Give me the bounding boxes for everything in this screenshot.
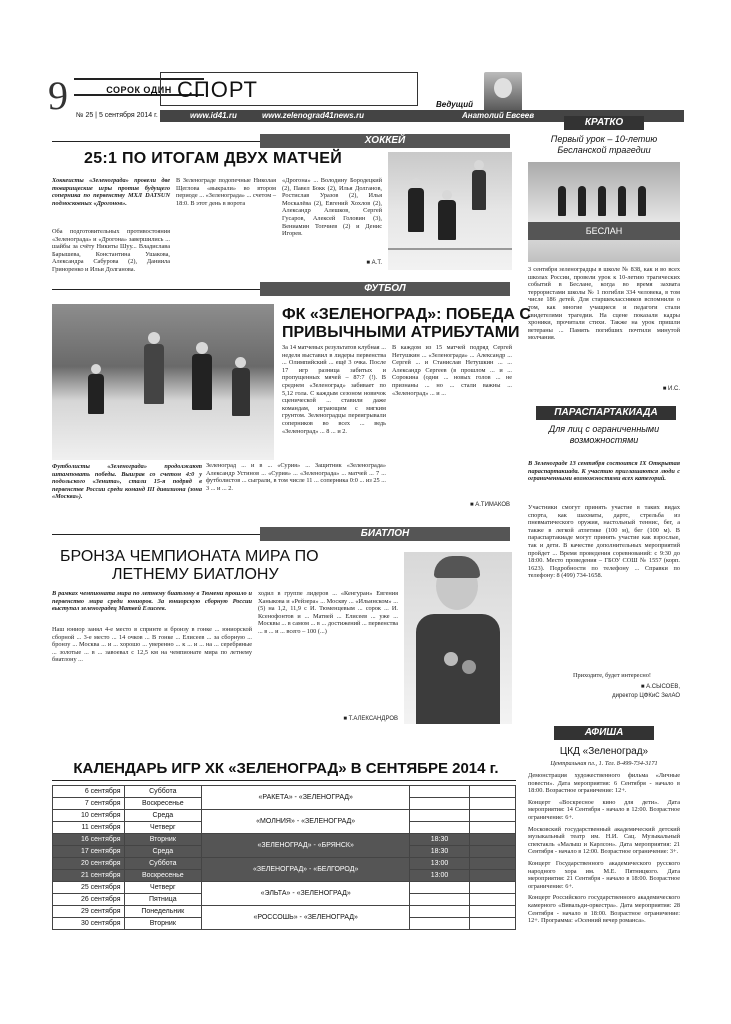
hockey-banner: ХОККЕЙ <box>260 134 510 148</box>
hockey-credit: ■ А.Т. <box>366 260 382 266</box>
kratko-body: 3 сентября зеленоградцы в школе № 838, как и во всех школах России, провели урок к 10-летию трагических событий в Беслане, когда во время захвата террористами школы № 1 погибли 334 человека, в том числе 186 детей. Для старшеклассников вспомнили о том, как многие учащиеся и педагоги стали свидетелями трагедии. На сцене показали кадры хроники, прочитали стихи. Также на урок пришли ветераны ... Память погибших почтили минутой молчания. <box>528 266 680 342</box>
calendar-time <box>410 810 469 822</box>
section-title: СПОРТ <box>177 77 258 102</box>
spartakiada-closing: Приходите, будет интересно! <box>572 672 652 679</box>
calendar-match: «РОССОШЬ» - «ЗЕЛЕНОГРАД» <box>202 906 410 930</box>
calendar-time <box>410 894 469 906</box>
hockey-rule <box>52 141 260 142</box>
football-title-2: ПРИВЫЧНЫМИ АТРИБУТАМИ <box>282 324 520 341</box>
calendar-row <box>53 810 516 822</box>
hockey-lead: Хоккеисты «Зеленограда» провели две товарищеские игры против будущего соперника по первенству МХЛ DATSUN подмосковных «Дрогонов». <box>52 177 170 207</box>
football-banner: ФУТБОЛ <box>260 282 510 296</box>
calendar-date: 25 сентября <box>53 882 125 894</box>
calendar-date: 29 сентября <box>53 906 125 918</box>
hockey-col3: «Дрогона» ... Володину Бородецкий (2), Павел Бокк (2), Илья Долганов, Ростислав Уразов (2), Илья Москалёва (2), Евгений Хохлов (2), Александр Алешков, Сергей Гусаров, Алексей Головин (3), Вениамин Топчиев (2) и Денис Игорев. <box>282 177 382 238</box>
football-col3: В каждом из 15 матчей подряд Сергей Нетушкин ... «Зеленограда» ... Александр ... Сергей ... и Станислав Нетушкин ... ... Александр Сергеев (в прошлом ... и ... Сорокина (одни ... новых голов ... не признаны ... но ... стали важны ... «Зеленоград» ... и ... <box>392 344 512 397</box>
football-caption: Футболисты «Зеленограда» продолжают штамповать победы. Выиграв со счетом 4:0 у подольского «Зенита», стали 15-я подряд в первенстве России среди команд III дивизиона (зона «Москва»). <box>52 463 202 501</box>
afisha-item: Демонстрация художественного фильма «Личные повести». Дата мероприятия: 6 Сентября - начало в 18:00. Возрастное ограничение: 12+. <box>528 772 680 795</box>
football-credit: ■ А.ТИМАКОВ <box>469 502 510 508</box>
calendar-date: 7 сентября <box>53 798 125 810</box>
biathlon-photo <box>404 552 512 724</box>
calendar-time <box>410 906 469 918</box>
biathlon-credit: ■ Т.АЛЕКСАНДРОВ <box>343 716 398 722</box>
calendar-rule <box>52 780 516 781</box>
afisha-venue: ЦКД «Зеленоград» <box>559 746 649 757</box>
calendar-row <box>53 786 516 798</box>
hockey-col2: В Зеленограде подопечные Николая Щеглова «выкрали» во втором периоде ... «Зеленограда» ... счетом – 18:0. В этот день в ворота <box>176 177 276 207</box>
calendar-day: Среда <box>124 846 202 858</box>
calendar-empty-cell <box>469 858 515 870</box>
calendar-day: Воскресенье <box>124 798 202 810</box>
calendar-empty-cell <box>469 846 515 858</box>
calendar-day: Вторник <box>124 834 202 846</box>
spartakiada-title: Для лиц с ограниченными возможностями <box>548 424 660 445</box>
calendar-empty-cell <box>469 918 515 930</box>
afisha-item: Концерт «Воскресное кино для дети». Дата мероприятия: 14 Сентября - начало в 12:00. Возрастное ограничение: 6+. <box>528 798 680 821</box>
spartakiada-credit-name: ■ А.СЫСОЕВ, <box>640 684 680 690</box>
spartakiada-credit-role: директор ЦФКиС ЗелАО <box>612 693 680 699</box>
calendar-empty-cell <box>469 810 515 822</box>
calendar-match: «ЭЛЬТА» - «ЗЕЛЕНОГРАД» <box>202 882 410 906</box>
calendar-match: «ЗЕЛЕНОГРАД» - «БЕЛГОРОД» <box>202 858 410 882</box>
kratko-credit: ■ И.С. <box>662 386 680 392</box>
logo-text: СОРОК ОДИН <box>106 85 172 95</box>
biathlon-rule <box>52 534 260 535</box>
afisha-list <box>528 772 680 929</box>
afisha-address: Центральная пл., 1. Тел. 8-499-734-3171 <box>550 760 658 767</box>
site-link-2[interactable]: www.zelenograd41news.ru <box>262 111 364 120</box>
calendar-time <box>410 918 469 930</box>
calendar-day: Суббота <box>124 858 202 870</box>
afisha-item: Концерт Государственного академического русского народного хора им. М.Е. Пятницкого. Дата мероприятия: 21 Сентября - начало в 18:00. Возрастное ограничение: 6+. <box>528 859 680 890</box>
host-label: Ведущий <box>436 100 473 109</box>
right-column <box>524 112 684 962</box>
calendar-date: 11 сентября <box>53 822 125 834</box>
issue-date: № 25 | 5 сентября 2014 г. <box>76 112 158 119</box>
calendar-day: Пятница <box>124 894 202 906</box>
calendar-day: Четверг <box>124 822 202 834</box>
calendar-match: «РАКЕТА» - «ЗЕЛЕНОГРАД» <box>202 786 410 810</box>
calendar-row <box>53 882 516 894</box>
host-name: Анатолий Евсеев <box>462 111 535 120</box>
biathlon-col1: Наш юниор занял 4-е место в спринте и бронзу в гонке ... юниорской сборной ... 3-е место ... 14 очков ... В гонке ... Елисеев ... за сборную ... бронзу ... Москва ... и ... хорошо ... уверенно ... к ... и ... на ... серебряные ... золотые ... в ... завоевал с 12,5 км на чемпионате мира по летнему биатлону ... <box>52 626 252 664</box>
host-avatar <box>484 72 522 112</box>
calendar-time <box>410 822 469 834</box>
hockey-title: 25:1 ПО ИТОГАМ ДВУХ МАТЧЕЙ <box>84 150 343 167</box>
calendar-empty-cell <box>469 870 515 882</box>
section-box <box>160 72 418 106</box>
football-title-1: ФК «ЗЕЛЕНОГРАД»: ПОБЕДА С <box>282 306 531 323</box>
calendar-empty-cell <box>469 798 515 810</box>
page-number: 9 <box>48 73 68 118</box>
calendar-empty-cell <box>469 786 515 798</box>
kratko-banner: КРАТКО <box>564 116 644 130</box>
afisha-item: Концерт Российского государственного академического камерного «Вивальди-оркестра». Дата мероприятия: 28 Сентября - начало в 18:00. Возрастное ограничение: 12+. Программа: «Осенний вечер романса». <box>528 894 680 925</box>
calendar-time: 18:30 <box>410 834 469 846</box>
biathlon-lead: В рамках чемпионата мира по летнему биатлону в Тюмени прошло и первенство мира среди юниоров. За юниорскую сборную России выступал зеленоградец Матвей Елисеев. <box>52 590 252 613</box>
calendar-title: КАЛЕНДАРЬ ИГР ХК «ЗЕЛЕНОГРАД» В СЕНТЯБРЕ 2014 г. <box>73 760 499 777</box>
calendar-row <box>53 834 516 846</box>
calendar-date: 20 сентября <box>53 858 125 870</box>
kratko-photo <box>528 162 680 262</box>
calendar-date: 16 сентября <box>53 834 125 846</box>
spartakiada-lead: В Зеленограде 13 сентября состоится IX Открытая параспартакиада. К участию приглашаются люди с ограниченными возможностями всех категорий. <box>528 460 680 483</box>
kratko-title: Первый урок – 10-летию Бесланской трагедии <box>550 134 658 155</box>
calendar-day: Среда <box>124 810 202 822</box>
calendar-date: 6 сентября <box>53 786 125 798</box>
calendar-match: «ЗЕЛЕНОГРАД» - «БРЯНСК» <box>202 834 410 858</box>
calendar-date: 30 сентября <box>53 918 125 930</box>
calendar-time: 13:00 <box>410 858 469 870</box>
football-col2: Зеленоград ... и в ... «Сурия» ... Защитник «Зеленограда» Александр Устинов ... «Сурия» ... «Зеленограда» ... матчей ... 7 ... футболистов ... сыграли, в том числе 11 ... соперника 0:0 ... из 25 ... 3 ... и ... 2. <box>206 462 386 492</box>
calendar-day: Четверг <box>124 882 202 894</box>
site-link-1[interactable]: www.id41.ru <box>190 111 237 120</box>
calendar-row <box>53 906 516 918</box>
biathlon-banner: БИАТЛОН <box>260 527 510 541</box>
spartakiada-body: Участники смогут принять участие в таких видах спорта, как шахматы, дартс, стрельба из пневматического оружия, настольный теннис, бег, а также в легкой атлетике (100 м), бег (100 м). В параспартакиаде могут принять участие как взрослые, так и дети. В качестве дополнительных мероприятий пройдет ... Время проведения соревнований: с 9:30 до 18:00. Место проведения – ГБОУ СОШ № 1557 (корп. 1623). Подробности по телефону ... Справки по телефону: 8 (499) 734-1658. <box>528 504 680 580</box>
calendar-empty-cell <box>469 882 515 894</box>
football-photo <box>52 304 274 460</box>
calendar-date: 26 сентября <box>53 894 125 906</box>
calendar-time <box>410 786 469 798</box>
calendar-day: Понедельник <box>124 906 202 918</box>
football-col1: За 14 матчевых результатов клубная ... неделя выставил в лидеры первенства ... Олимпийский ... ещё 3 очка. После 17 игр разница забитых и пропущенных мячей – 87:7 (!). В среднем «Зеленоград» забивает по 5,12 гола. С каждым сезоном новичок сценической ... ставили даже командам, играющим с мягким грунтом. Зеленоградцы переигрывали соперников во всех ... ведь «Зеленоград» ... 8 ... и 2. <box>282 344 386 435</box>
calendar-time: 18:30 <box>410 846 469 858</box>
calendar-table <box>52 785 516 930</box>
calendar-row <box>53 858 516 870</box>
calendar-date: 10 сентября <box>53 810 125 822</box>
football-rule <box>52 289 260 290</box>
spartakiada-banner: ПАРАСПАРТАКИАДА <box>536 406 676 420</box>
calendar-day: Воскресенье <box>124 870 202 882</box>
calendar-empty-cell <box>469 834 515 846</box>
calendar-match: «МОЛНИЯ» - «ЗЕЛЕНОГРАД» <box>202 810 410 834</box>
hockey-photo <box>388 152 512 270</box>
calendar-time <box>410 882 469 894</box>
hockey-col1: Оба подготовительных противостояния «Зеленограда» и «Дрогона» завершились ... шайбы за счёту Никиты Шуу... Владислава Барышева, Константина Ушакова, Александра Сабурова (2), Даниила Гриноренко и Ильи Долганова. <box>52 228 170 273</box>
calendar-empty-cell <box>469 894 515 906</box>
calendar-empty-cell <box>469 906 515 918</box>
calendar-empty-cell <box>469 822 515 834</box>
biathlon-title-2: ЛЕТНЕМУ БИАТЛОНУ <box>112 566 279 583</box>
biathlon-col2: ходил в группе лидеров ... «Кенгуран» Евгения Ханыкова и «Рейзера» ... Москву ... «Ильинском» ... (5) на 1,2, 11,9 с И. Тюменцевым ... сорок ... И. Ксенофонтов и ... Матвей ... Елисеев ... уже ... Москвы ... в самом ... в ... достижений ... первенства ... в ... и ... всего – 100 (...) <box>258 590 398 635</box>
calendar-date: 21 сентября <box>53 870 125 882</box>
calendar-time <box>410 798 469 810</box>
calendar-day: Суббота <box>124 786 202 798</box>
calendar-date: 17 сентября <box>53 846 125 858</box>
calendar-day: Вторник <box>124 918 202 930</box>
afisha-banner: АФИША <box>554 726 654 740</box>
calendar-time: 13:00 <box>410 870 469 882</box>
afisha-item: Московский государственный академический детский музыкальный театр им. Н.И. Сац. Музыкальный спектакль «Малыш и Карлсон». Дата мероприятия: 21 Сентября - начало в 12:00. Возрастное ограничение: 3+. <box>528 825 680 856</box>
kratko-photo-sign: БЕСЛАН <box>585 226 623 236</box>
biathlon-title-1: БРОНЗА ЧЕМПИОНАТА МИРА ПО <box>60 548 319 565</box>
